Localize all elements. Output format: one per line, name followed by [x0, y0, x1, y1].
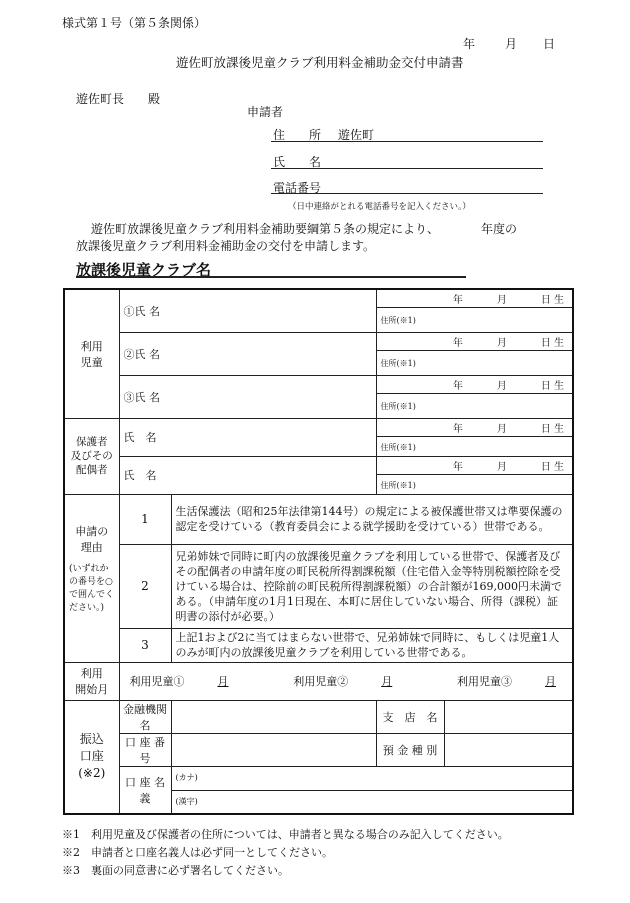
name-label: 氏 名 — [273, 155, 322, 169]
child-3-name-cell[interactable]: ③氏 名 — [119, 375, 376, 418]
applicant-label: 申請者 — [247, 105, 284, 119]
guardian-1-name-cell[interactable]: 氏 名 — [119, 418, 376, 456]
bank-section-label: 振込 口座 (※2) — [64, 700, 119, 814]
reason-1-text: 生活保護法（昭和25年法律第144号）の規定による被保護世帯又は準要保護の認定を受けている（教育委員会による就学援助を受けている）世帯である。 — [171, 494, 573, 544]
addressee: 遊佐町長 殿 — [76, 92, 161, 106]
address-value[interactable]: 遊佐町 — [338, 128, 375, 142]
account-holder-kanji-input[interactable]: (漢字) — [171, 790, 573, 814]
note-3: ※3 裏面の同意書に必ず署名してください。 — [62, 864, 289, 877]
date-year-label: 年 — [463, 37, 476, 51]
statement-line-2: 放課後児童クラブ利用料金補助金の交付を申請します。 — [76, 239, 376, 253]
reason-2-number[interactable]: 2 — [119, 544, 171, 628]
child-2-birth-cell[interactable]: 年 月 日 生 — [376, 332, 573, 350]
page-title: 遊佐町放課後児童クラブ利用料金補助金交付申請書 — [176, 55, 464, 70]
club-name-underline[interactable] — [76, 276, 466, 278]
application-form-table — [63, 288, 574, 815]
reason-1-number[interactable]: 1 — [119, 494, 171, 544]
bank-institution-label: 金融機関名 — [119, 700, 171, 733]
children-section-label: 利用 児童 — [64, 289, 119, 418]
deposit-type-label: 預 金 種 別 — [376, 733, 444, 766]
phone-underline[interactable] — [271, 193, 543, 194]
account-number-input[interactable] — [171, 733, 376, 766]
reason-3-text: 上記1および2に当てはまらない世帯で、兄弟姉妹で同時に、もしくは児童1人のみが町内の放課後児童クラブを利用している世帯である。 — [171, 628, 573, 662]
start-month-label: 利用 開始月 — [64, 662, 119, 700]
start-month-cell[interactable]: 利用児童① 月 利用児童② 月 利用児童③ 月 — [119, 662, 573, 700]
guardian-1-address-cell[interactable]: 住所(※1) — [376, 436, 573, 456]
address-label: 住 所 — [273, 128, 322, 142]
statement-line-1: 遊佐町放課後児童クラブ利用料金補助要綱第５条の規定により、 年度の — [91, 222, 518, 236]
date-month-label: 月 — [505, 37, 518, 51]
date-day-label: 日 — [543, 37, 556, 51]
guardian-2-address-cell[interactable]: 住所(※1) — [376, 474, 573, 494]
guardian-2-birth-cell[interactable]: 年 月 日 生 — [376, 456, 573, 474]
child-1-birth-cell[interactable]: 年 月 日 生 — [376, 289, 573, 307]
address-underline — [271, 141, 543, 142]
reason-3-number[interactable]: 3 — [119, 628, 171, 662]
guardian-2-name-cell[interactable]: 氏 名 — [119, 456, 376, 494]
reason-section-label: 申請の 理由 (いずれかの番号を○で囲んでください。) — [64, 494, 119, 662]
child-3-birth-cell[interactable]: 年 月 日 生 — [376, 375, 573, 393]
account-holder-label: 口 座 名 義 — [119, 766, 171, 814]
bank-branch-input[interactable] — [444, 700, 573, 733]
child-3-address-cell[interactable]: 住所(※1) — [376, 393, 573, 418]
guardian-1-birth-cell[interactable]: 年 月 日 生 — [376, 418, 573, 436]
child-1-address-cell[interactable]: 住所(※1) — [376, 307, 573, 332]
phone-label: 電話番号 — [273, 181, 322, 195]
child-2-name-cell[interactable]: ②氏 名 — [119, 332, 376, 375]
account-number-label: 口 座 番 号 — [119, 733, 171, 766]
form-number: 様式第１号（第５条関係） — [62, 16, 207, 30]
reason-2-text: 兄弟姉妹で同時に町内の放課後児童クラブを利用している世帯で、保護者及びその配偶者の申請年度の町民税所得割課税額（住宅借入金等特別税額控除を受けている場合は、控除前の町民税所得割課税額）の合計額が169,000円未満である。（申請年度の1月1日現在、本町に居住していない場合、所得（課税）証明書の添付が必要。） — [171, 544, 573, 628]
club-heading: 放課後児童クラブ名 — [76, 261, 212, 279]
name-underline[interactable] — [271, 168, 543, 169]
phone-note: （日中連絡がとれる電話番号を記入ください。） — [288, 202, 471, 212]
child-1-name-cell[interactable]: ①氏 名 — [119, 289, 376, 332]
note-1: ※1 利用児童及び保護者の住所については、申請者と異なる場合のみ記入してください。 — [62, 828, 509, 841]
account-holder-kana-input[interactable]: (カナ) — [171, 766, 573, 790]
bank-institution-input[interactable] — [171, 700, 376, 733]
deposit-type-input[interactable] — [444, 733, 573, 766]
note-2: ※2 申請者と口座名義人は必ず同一としてください。 — [62, 846, 333, 859]
bank-branch-label: 支 店 名 — [376, 700, 444, 733]
guardians-section-label: 保護者 及びその 配偶者 — [64, 418, 119, 494]
child-2-address-cell[interactable]: 住所(※1) — [376, 350, 573, 375]
